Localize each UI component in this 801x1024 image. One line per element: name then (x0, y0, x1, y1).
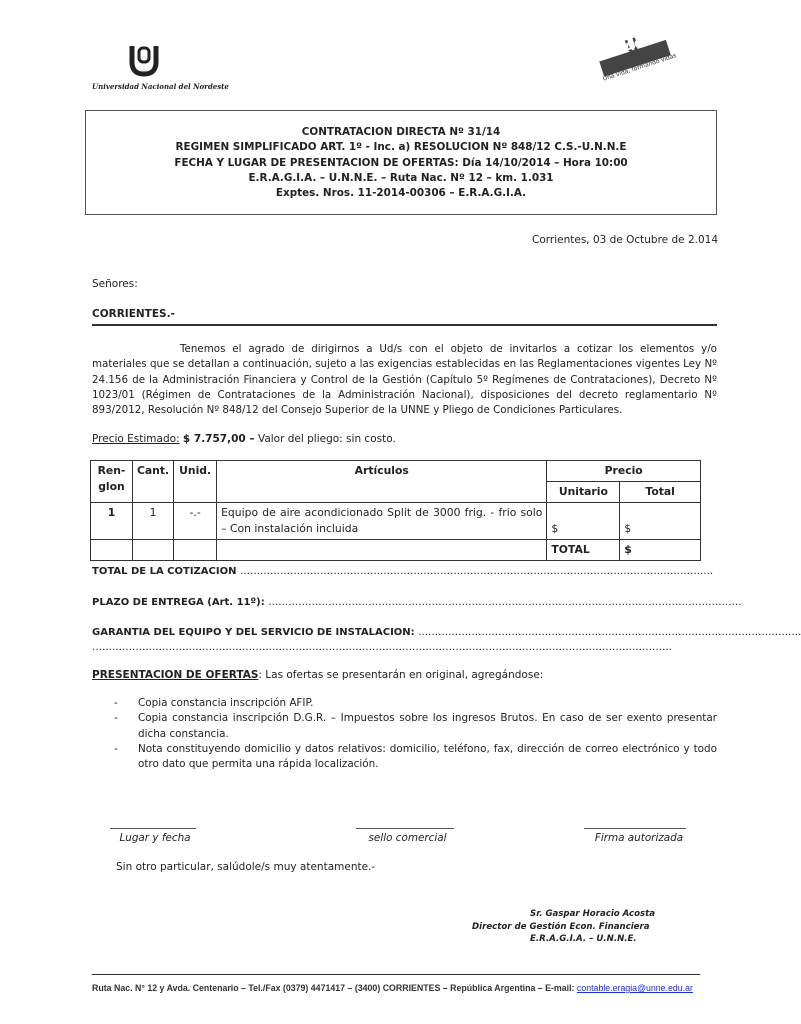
presentation-heading: PRESENTACION DE OFERTAS (92, 669, 259, 681)
cell-empty-1 (91, 540, 133, 561)
dot-leader: ……………………………………………………………………………………………………………………………. (268, 597, 742, 608)
seal-label: sello comercial (368, 832, 447, 844)
plazo-entrega-field (92, 597, 742, 608)
recipient-divider (92, 324, 717, 326)
dot-leader: ……………………………………………………………………………………………………. (418, 627, 801, 638)
cell-articulo: Equipo de aire acondicionado Split de 3000 frig. - frio solo – Con instalación incluida (217, 503, 547, 540)
table-total-row (91, 540, 701, 561)
date-line: Corrientes, 03 de Octubre de 2.014 (532, 234, 719, 246)
cell-unitario: $ (547, 503, 620, 540)
authorized-label: Firma autorizada (594, 832, 684, 844)
total-cotizacion-label: TOTAL DE LA COTIZACION (92, 566, 237, 577)
title-box (85, 110, 717, 215)
title-line-1: CONTRATACION DIRECTA Nº 31/14 (301, 126, 501, 138)
body-paragraph-text: Tenemos el agrado de dirigirnos a Ud/s con el objeto de invitarlos a cotizar los elementos y/o materiales que se detallan a continuación, sujeto a las exigencias establecidas en las Reglamentaciones vigentes Ley Nº 24.156 de la Administración Financiera y Control de la Gestión (Capítulo 5º Regímenes de Contrataciones), Decreto Nº 1023/01 (Régimen de Contrataciones de la Administración Nacional), disposiciones del decreto reglamentario Nº 893/2012, Resolución Nº 848/12 del Consejo Superior de la UNNE y Pliego de Condiciones Particulares. (92, 343, 717, 417)
header-articulos: Artículos (217, 461, 547, 503)
footer-text: Ruta Nac. N° 12 y Avda. Centenario – Tel./Fax (0379) 4471417 – (3400) CORRIENTES – República Argentina – E-mail: (92, 983, 575, 993)
title-line-4: E.R.A.G.I.A. – U.N.N.E. – Ruta Nac. Nº 12 – km. 1.031 (248, 171, 554, 184)
table-row (91, 503, 701, 540)
table-header-row (91, 461, 701, 482)
header-total: Total (620, 482, 701, 503)
garantia-field (92, 627, 801, 638)
header-precio: Precio (547, 461, 701, 482)
recipient: CORRIENTES.- (92, 308, 175, 320)
salutation: Señores: (92, 278, 138, 290)
title-line-5: Exptes. Nros. 11-2014-00306 – E.R.A.G.I.A. (275, 187, 527, 200)
cell-total: $ (620, 503, 701, 540)
footer (92, 983, 693, 993)
place-date-line (110, 828, 196, 829)
cell-unid: -.- (174, 503, 217, 540)
header-unid: Unid. (174, 461, 217, 503)
footer-divider (92, 974, 700, 975)
presentation-text: : Las ofertas se presentarán en original, agregándose: (258, 669, 544, 681)
total-cotizacion-field (92, 566, 717, 577)
cell-empty-3 (174, 540, 217, 561)
header-renglon: Ren- glon (91, 461, 133, 503)
cell-renglon: 1 (91, 503, 133, 540)
header-unitario: Unitario (547, 482, 620, 503)
title-line-3: FECHA Y LUGAR DE PRESENTACION DE OFERTAS: Día 14/10/2014 – Hora 10:00 (174, 156, 628, 169)
cell-total-value: $ (620, 540, 701, 561)
dot-leader: ……………………………………………………………………………………………………………………………. (239, 566, 714, 577)
signer-name: Sr. Gaspar Horacio Acosta (530, 909, 656, 919)
closing-text: Sin otro particular, salúdole/s muy atentamente.- (116, 861, 376, 873)
signature-line (584, 828, 686, 829)
list-item: - Copia constancia inscripción D.G.R. – Impuestos sobre los ingresos Brutos. En caso de ser exento presentar dicha constancia. (92, 711, 717, 742)
footer-email-link[interactable]: contable.eragia@unne.edu.ar (576, 983, 693, 993)
cell-total-label: TOTAL (547, 540, 620, 561)
eragia-tagline: Una vida, formando vidas (602, 52, 678, 83)
plazo-entrega-label: PLAZO DE ENTREGA (Art. 11º): (92, 597, 265, 608)
place-date-label: Lugar y fecha (119, 832, 191, 844)
list-item: - Nota constituyendo domicilio y datos relativos: domicilio, teléfono, fax, dirección de correo electrónico y todo otro dato que permita una rápida localización. (92, 742, 717, 773)
header-cant: Cant. (132, 461, 173, 503)
cell-empty-2 (132, 540, 173, 561)
eragia-logo-text: ERAGIA (604, 30, 662, 62)
garantia-label: GARANTIA DEL EQUIPO Y DEL SERVICIO DE INSTALACION: (92, 627, 415, 638)
presentation-line (92, 669, 543, 681)
seal-line (356, 828, 454, 829)
requirements-list (92, 696, 717, 772)
price-label: Precio Estimado: (92, 433, 180, 445)
body-paragraph (92, 342, 717, 418)
unne-logo (124, 42, 164, 78)
signer-org: E.R.A.G.I.A. – U.N.N.E. (530, 934, 637, 944)
price-note: Valor del pliego: sin costo. (257, 433, 396, 445)
price-amount: $ 7.757,00 – (182, 433, 255, 445)
university-name: Universidad Nacional del Nordeste (92, 82, 229, 91)
items-table (90, 460, 701, 561)
cell-cant: 1 (132, 503, 173, 540)
signer-role: Director de Gestión Econ. Financiera (472, 921, 650, 932)
list-item: - Copia constancia inscripción AFIP. (92, 696, 717, 711)
price-line (92, 433, 396, 445)
unne-emblem-icon (124, 42, 164, 78)
cell-empty-4 (217, 540, 547, 561)
title-line-2: REGIMEN SIMPLIFICADO ART. 1º - Inc. a) RESOLUCION Nº 848/12 C.S.-U.N.N.E (175, 141, 627, 154)
garantia-continuation: ………………………………………………………………………………………………………………………………………………………… (92, 642, 672, 653)
signer-block (430, 908, 710, 946)
